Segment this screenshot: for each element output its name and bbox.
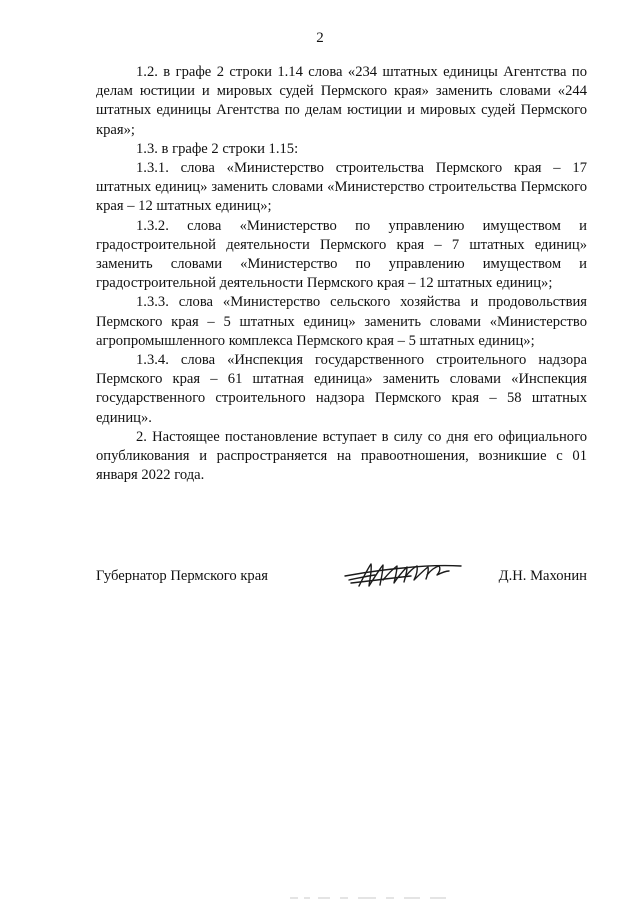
signatory-name: Д.Н. Махонин [498,568,587,584]
paragraph-1-3-1: 1.3.1. слова «Министерство строительства Пермского края – 17 штатных единиц» заменить словами «Министерство строительства Пермского края – 12 штатных единиц»; [96,160,587,215]
paragraph-1-2: 1.2. в графе 2 строки 1.14 слова «234 штатных единицы Агентства по делам юстиции и мировых судей Пермского края» заменить словами «244 штатных единицы Агентства по делам юстиции и мировых судей Пермского края»; [96,64,587,138]
paragraph-1-3-2: 1.3.2. слова «Министерство по управлению имуществом и градостроительной деятельности Пермского края – 7 штатных единиц» заменить словами «Министерство по управлению имуществом и градостроительной деятельности Пермского края – 12 штатных единиц»; [96,217,587,292]
signatory-position: Губернатор Пермского края [96,568,268,584]
paragraph-1-3-4: 1.3.4. слова «Инспекция государственного строительного надзора Пермского края – 61 штатная единица» заменить словами «Инспекция государственного строительного надзора Пермского края – 58 штатных единиц». [96,352,587,426]
signature-block [96,556,587,596]
paragraph-1-3: 1.3. в графе 2 строки 1.15: [136,140,299,157]
page-number: 2 [316,30,324,46]
document-body [96,63,587,485]
scan-artifact [290,896,450,900]
handwritten-signature-icon [341,556,466,590]
paragraph-2: 2. Настоящее постановление вступает в силу со дня его официального опубликования и распространяется на правоотношения, возникшие с 01 января 2022 года. [96,428,587,484]
paragraph-1-3-3: 1.3.3. слова «Министерство сельского хозяйства и продовольствия Пермского края – 5 штатных единиц» заменить словами «Министерство агропромышленного комплекса Пермского края – 5 штатных единиц»; [96,294,587,349]
